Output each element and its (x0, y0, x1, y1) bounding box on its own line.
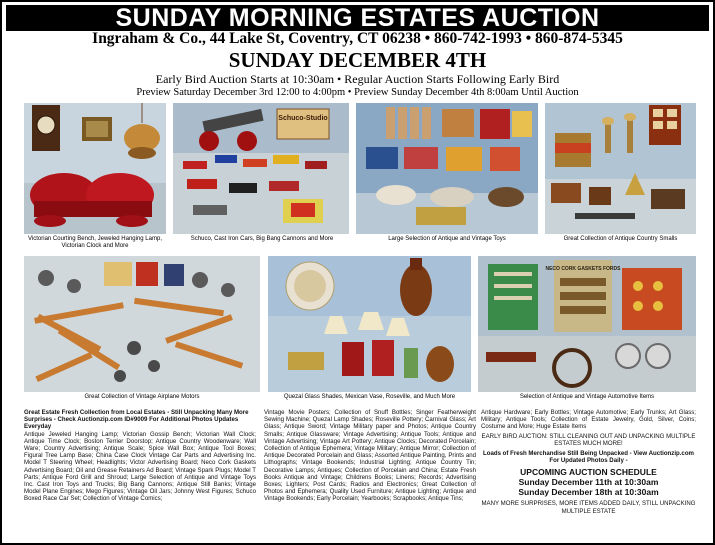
closing-note: MANY MORE SURPRISES, MORE ITEMS ADDED DAILY, STILL UNPACKING MULTIPLE ESTATE (481, 500, 696, 515)
photo-vintage-toys (356, 103, 538, 234)
photo-airplane-motors (24, 256, 260, 392)
photo-caption: Large Selection of Antique and Vintage Toys (388, 236, 506, 242)
schedule-date: Sunday December 11th at 10:30am (518, 477, 659, 488)
auction-date: SUNDAY DECEMBER 4TH (228, 48, 487, 72)
fresh-merchandise-notice: Loads of Fresh Merchandise Still Being Unpacked - View Auctionzip.com For Updated Photos Daily - (483, 450, 694, 465)
photo-country-smalls (545, 103, 696, 234)
photo-victorian-bench (24, 103, 166, 234)
item-list-text: Antique Hardware; Early Bottles; Vintage Automotive; Early Trunks; Art Glass; Military; Antique Tools; Collection of Estate Jewelry, Gold, Silver, Coins; Costume and More; Huge Estate Items (481, 409, 696, 431)
contact-line: Ingraham & Co., 44 Lake St, Coventry, CT 06238 • 860-742-1993 • 860-874-5345 (92, 30, 623, 47)
item-list-text: Vintage Movie Posters; Collection of Snuff Bottles; Singer Featherweight Sewing Machine; Quezal Lamp Shades; Roseville Pottery; Carnival Glass; Art Glass; Antique Sword; Vintage Military paper and Photos; Antique Country Smalls; Antique Glassware; Vintage Advertising; Antique Tools; Antique and Vintage Advertising; Vintage Art Pottery; Antique Clocks; Decorated Porcelain; Collection of Antique Ephemera; Vintage Military; Antique Mirror; Collection of Antique Decorated Porcelain and Glass; Assorted Antique Painting, Prints and Lithographs; Vintage Bookends; Industrial Lighting; Antique Country Tin; Decorative Lamps; Antiques; Collection of Porcelain and China; Estate Fresh Books Antique and Vintage; Childrens Books; Linens; Records; Advertising Boxes; Lighters; Post Cards; Radios and Electronics; Great Collection of Photos and Ephemera; Quality Used Furniture; Antique Lighting; Antique and Vintage Bookends; Early Porcelain; Yearbooks; Scrapbooks; Antique Tins; (264, 409, 476, 503)
schedule-column (481, 409, 696, 543)
schedule-date: Sunday December 18th at 10:30am (518, 487, 659, 498)
photo-caption: Schuco, Cast Iron Cars, Big Bang Cannons and More (190, 236, 334, 242)
auction-banner: SUNDAY MORNING ESTATES AUCTION (6, 5, 709, 31)
estate-headline: Great Estate Fresh Collection from Local Estates - Still Unpacking Many More Surprises - Check Auctionzip.com ID#9009 For Additional Photos Updates Everyday (24, 409, 249, 431)
preview-line: Preview Saturday December 3rd 12:00 to 4:00pm • Preview Sunday December 4th 8:00am Until Auction (136, 87, 579, 98)
photo-caption: Quezal Glass Shades, Mexican Vase, Roseville, and Much More (283, 394, 456, 400)
item-list-column-2 (264, 409, 476, 543)
item-list-column-1 (24, 409, 256, 543)
schedule-title: UPCOMING AUCTION SCHEDULE (520, 467, 657, 478)
photo-caption: Selection of Antique and Vintage Automotive Items (519, 394, 655, 400)
photo-schuco-cars (173, 103, 349, 234)
photo-quezal-shades (268, 256, 471, 392)
neco-sign: NECO CORK GASKETS FORDS (545, 266, 621, 272)
photo-caption: Great Collection of Vintage Airplane Motors (84, 394, 200, 400)
item-list-text: Antique Jeweled Hanging Lamp; Victorian Gossip Bench; Victorian Wall Clock; Antique Time Clock; Boston Terrier Doorstop; Antique Country Woodenware; Wall Ware; Country Advertising; Antique Scale; Spice Wall Box; Antique Tool Boxes; Figural Tree Lamp Base; China Case Clock Vintage Car Parts and Advertising Inc. Model T Steering Wheel; Headlights; Victor Advertising Board; Neco Cork Gaskets Advertising Board; Oil and Grease Retainers Ad Board; Vintage Spark Plugs; Model T Parts; Antique Ford Grill and Shroud; Large Selection of Antique and Vintage Toys Inc. Cast Iron Toys and Trucks; Big Bang Cannons; Antique Still Banks; Vintage Model Plane Engines; Mego Figures; Vintage Oil Jars; Johnny West Figures; Schuco Boxed Race Car Set; Collection of Vintage Comics; (24, 430, 256, 503)
early-bird-notice: EARLY BIRD AUCTION: STILL CLEANING OUT AND UNPACKING MULTIPLE ESTATES MUCH MORE! (481, 432, 696, 447)
photo-automotive (478, 256, 696, 392)
schuco-sign: Schuco-Studio (278, 115, 328, 122)
photo-caption: Great Collection of Antique Country Smalls (563, 236, 678, 242)
photo-caption: Victorian Courting Bench, Jeweled Hanging Lamp, Victorian Clock and More (28, 236, 162, 249)
early-bird-line: Early Bird Auction Starts at 10:30am • Regular Auction Starts Following Early Bird (155, 72, 560, 86)
